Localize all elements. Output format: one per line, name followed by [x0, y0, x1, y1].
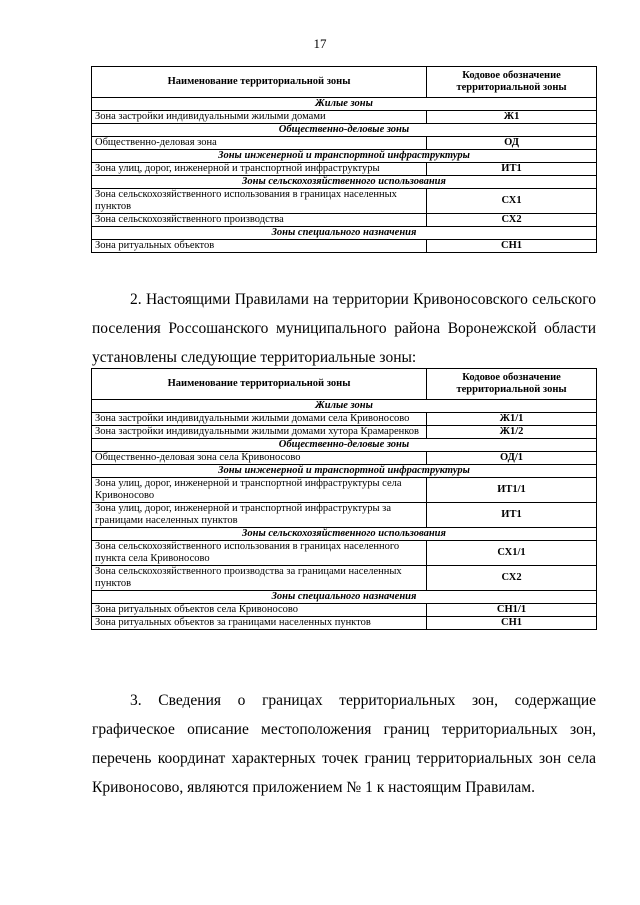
zone-group-label: Зоны сельскохозяйственного использования — [92, 176, 597, 189]
zone-group-label: Зоны инженерной и транспортной инфраструктуры — [92, 465, 597, 478]
header-zone-name: Наименование территориальной зоны — [92, 369, 427, 400]
zone-group-label: Зоны специального назначения — [92, 227, 597, 240]
table-body — [92, 400, 597, 630]
zone-code-cell: ИТ1 — [427, 163, 597, 176]
table-row — [92, 604, 597, 617]
zone-name-cell: Зона улиц, дорог, инженерной и транспортной инфраструктуры — [92, 163, 427, 176]
table-group-row — [92, 98, 597, 111]
zone-name-cell: Зона сельскохозяйственного использования в границах населенных пунктов — [92, 189, 427, 214]
zone-code-cell: ОД — [427, 137, 597, 150]
table-group-row — [92, 150, 597, 163]
table-row — [92, 163, 597, 176]
zone-code-cell: Ж1 — [427, 111, 597, 124]
zone-name-cell: Зона сельскохозяйственного производства за границами населенных пунктов — [92, 566, 427, 591]
table-group-row — [92, 400, 597, 413]
zone-code-cell: СН1 — [427, 617, 597, 630]
table-group-row — [92, 528, 597, 541]
table-row — [92, 503, 597, 528]
table-body — [92, 98, 597, 253]
zone-code-cell: СХ2 — [427, 214, 597, 227]
zone-group-label: Жилые зоны — [92, 400, 597, 413]
zone-name-cell: Зона застройки индивидуальными жилыми домами — [92, 111, 427, 124]
zone-name-cell: Зона улиц, дорог, инженерной и транспортной инфраструктуры за границами населенных пунктов — [92, 503, 427, 528]
table-group-row — [92, 176, 597, 189]
zone-name-cell: Зона ритуальных объектов — [92, 240, 427, 253]
zone-code-cell: Ж1/2 — [427, 426, 597, 439]
zone-name-cell: Зона застройки индивидуальными жилыми домами села Кривоносово — [92, 413, 427, 426]
table-header-row — [92, 369, 597, 400]
table-header-row — [92, 67, 597, 98]
zone-group-label: Зоны специального назначения — [92, 591, 597, 604]
zone-code-cell: СХ2 — [427, 566, 597, 591]
paragraph-2: 2. Настоящими Правилами на территории Кривоносовского сельского поселения Россошанского муниципального района Воронежской области установлены следующие территориальные зоны: — [92, 291, 596, 366]
zones-table-general — [91, 66, 597, 253]
paragraph-3: 3. Сведения о границах территориальных зон, содержащие графическое описание местоположения границ территориальных зон, перечень координат характерных точек границ территориальных зон села Кривоносово, являются приложением № 1 к настоящим Правилам. — [92, 692, 596, 796]
zone-code-cell: ИТ1 — [427, 503, 597, 528]
table-group-row — [92, 591, 597, 604]
zone-code-cell: СХ1/1 — [427, 541, 597, 566]
table-group-row — [92, 465, 597, 478]
table-row — [92, 413, 597, 426]
zone-group-label: Зоны сельскохозяйственного использования — [92, 528, 597, 541]
zone-group-label: Зоны инженерной и транспортной инфраструктуры — [92, 150, 597, 163]
table-group-row — [92, 124, 597, 137]
table-group-row — [92, 227, 597, 240]
table-row — [92, 426, 597, 439]
table-row — [92, 189, 597, 214]
zones-table-settlement — [91, 368, 597, 630]
zone-code-cell: ОД/1 — [427, 452, 597, 465]
zone-code-cell: Ж1/1 — [427, 413, 597, 426]
table-row — [92, 214, 597, 227]
zone-name-cell: Общественно-деловая зона — [92, 137, 427, 150]
zone-group-label: Общественно-деловые зоны — [92, 124, 597, 137]
table-row — [92, 566, 597, 591]
zone-name-cell: Общественно-деловая зона села Кривоносово — [92, 452, 427, 465]
table-row — [92, 478, 597, 503]
zone-name-cell: Зона сельскохозяйственного производства — [92, 214, 427, 227]
table-row — [92, 541, 597, 566]
table-row — [92, 240, 597, 253]
header-zone-code: Кодовое обозначение территориальной зоны — [427, 67, 597, 98]
zone-group-label: Общественно-деловые зоны — [92, 439, 597, 452]
zone-name-cell: Зона застройки индивидуальными жилыми домами хутора Крамаренков — [92, 426, 427, 439]
zone-name-cell: Зона улиц, дорог, инженерной и транспортной инфраструктуры села Кривоносово — [92, 478, 427, 503]
zone-code-cell: ИТ1/1 — [427, 478, 597, 503]
table-row — [92, 617, 597, 630]
zone-code-cell: СХ1 — [427, 189, 597, 214]
table-row — [92, 111, 597, 124]
zone-code-cell: СН1 — [427, 240, 597, 253]
header-zone-name: Наименование территориальной зоны — [92, 67, 427, 98]
table-row — [92, 137, 597, 150]
page-number: 17 — [313, 36, 327, 51]
table-row — [92, 452, 597, 465]
zone-code-cell: СН1/1 — [427, 604, 597, 617]
zone-name-cell: Зона ритуальных объектов за границами населенных пунктов — [92, 617, 427, 630]
header-zone-code: Кодовое обозначение территориальной зоны — [427, 369, 597, 400]
zone-name-cell: Зона сельскохозяйственного использования в границах населенного пункта села Кривоносово — [92, 541, 427, 566]
zone-group-label: Жилые зоны — [92, 98, 597, 111]
table-group-row — [92, 439, 597, 452]
zone-name-cell: Зона ритуальных объектов села Кривоносово — [92, 604, 427, 617]
